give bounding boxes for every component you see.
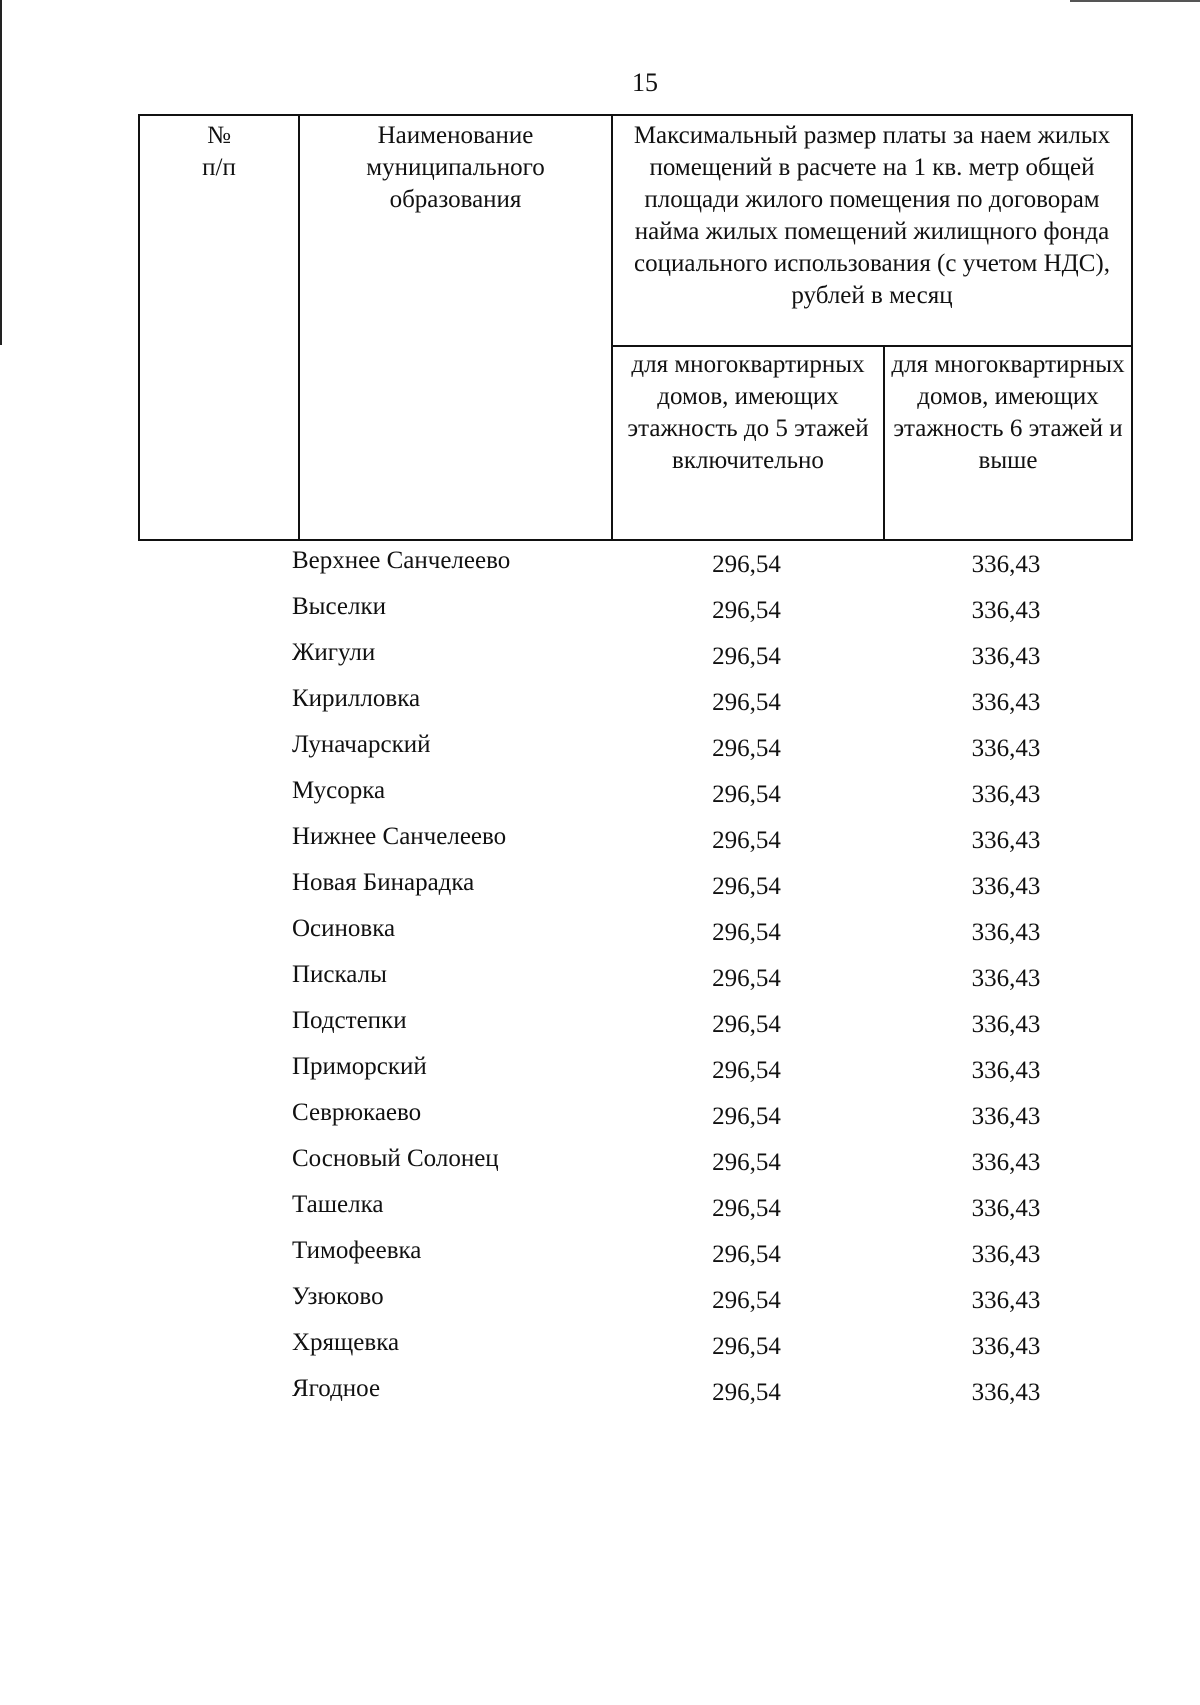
row-name: Мусорка bbox=[292, 777, 386, 804]
row-value-6-plus-floors: 336,43 bbox=[971, 1195, 1041, 1222]
row-value-up-to-5-floors: 296,54 bbox=[712, 1287, 781, 1314]
row-name: Ягодное bbox=[292, 1375, 381, 1402]
header-col-up-to-5-floors: для многоквартирных домов, имеющих этажность до 5 этажей включительно bbox=[612, 346, 884, 540]
row-value-6-plus-floors: 336,43 bbox=[971, 551, 1041, 578]
table-row bbox=[0, 777, 1200, 823]
row-name: Пискалы bbox=[292, 961, 387, 988]
row-name: Верхнее Санчелеево bbox=[292, 547, 511, 574]
row-value-up-to-5-floors: 296,54 bbox=[712, 1149, 781, 1176]
row-value-6-plus-floors: 336,43 bbox=[971, 873, 1041, 900]
header-col-6-plus-floors: для многоквартирных домов, имеющих этажность 6 этажей и выше bbox=[884, 346, 1132, 540]
table-row bbox=[0, 1329, 1200, 1375]
row-value-up-to-5-floors: 296,54 bbox=[712, 1241, 781, 1268]
row-value-up-to-5-floors: 296,54 bbox=[712, 781, 781, 808]
row-value-6-plus-floors: 336,43 bbox=[971, 965, 1041, 992]
row-name: Нижнее Санчелеево bbox=[292, 823, 507, 850]
row-name: Подстепки bbox=[292, 1007, 407, 1034]
table-header bbox=[138, 114, 1133, 541]
row-value-6-plus-floors: 336,43 bbox=[971, 1057, 1041, 1084]
row-value-6-plus-floors: 336,43 bbox=[971, 597, 1041, 624]
row-value-up-to-5-floors: 296,54 bbox=[712, 919, 781, 946]
table-row bbox=[0, 915, 1200, 961]
table-row bbox=[0, 1283, 1200, 1329]
row-value-6-plus-floors: 336,43 bbox=[971, 1103, 1041, 1130]
row-value-6-plus-floors: 336,43 bbox=[971, 689, 1041, 716]
header-number: № п/п bbox=[139, 115, 299, 540]
row-value-6-plus-floors: 336,43 bbox=[971, 781, 1041, 808]
row-name: Ташелка bbox=[292, 1191, 384, 1218]
row-name: Хрящевка bbox=[292, 1329, 400, 1356]
table-row bbox=[0, 547, 1200, 593]
row-value-up-to-5-floors: 296,54 bbox=[712, 735, 781, 762]
row-value-up-to-5-floors: 296,54 bbox=[712, 965, 781, 992]
row-value-up-to-5-floors: 296,54 bbox=[712, 873, 781, 900]
row-name: Луначарский bbox=[292, 731, 431, 758]
table-row bbox=[0, 685, 1200, 731]
row-value-6-plus-floors: 336,43 bbox=[971, 1379, 1041, 1406]
row-value-up-to-5-floors: 296,54 bbox=[712, 1195, 781, 1222]
row-value-up-to-5-floors: 296,54 bbox=[712, 1057, 781, 1084]
table-row bbox=[0, 639, 1200, 685]
row-value-6-plus-floors: 336,43 bbox=[971, 1287, 1041, 1314]
table-body bbox=[0, 547, 1200, 1421]
row-name: Севрюкаево bbox=[292, 1099, 422, 1126]
row-value-up-to-5-floors: 296,54 bbox=[712, 1103, 781, 1130]
table-row bbox=[0, 869, 1200, 915]
row-name: Жигули bbox=[292, 639, 376, 666]
table-row bbox=[0, 1191, 1200, 1237]
header-municipality: Наименование муниципального образования bbox=[299, 115, 612, 540]
table-row bbox=[0, 1145, 1200, 1191]
row-value-up-to-5-floors: 296,54 bbox=[712, 689, 781, 716]
row-name: Сосновый Солонец bbox=[292, 1145, 499, 1172]
row-value-6-plus-floors: 336,43 bbox=[971, 643, 1041, 670]
row-name: Приморский bbox=[292, 1053, 427, 1080]
table-row bbox=[0, 593, 1200, 639]
row-name: Кирилловка bbox=[292, 685, 421, 712]
page-number: 15 bbox=[632, 68, 658, 97]
table-row bbox=[0, 1237, 1200, 1283]
table-row bbox=[0, 1375, 1200, 1421]
row-value-up-to-5-floors: 296,54 bbox=[712, 1333, 781, 1360]
row-value-6-plus-floors: 336,43 bbox=[971, 1241, 1041, 1268]
row-value-6-plus-floors: 336,43 bbox=[971, 1011, 1041, 1038]
table-row bbox=[0, 731, 1200, 777]
table-row bbox=[0, 823, 1200, 869]
row-name: Осиновка bbox=[292, 915, 396, 942]
row-value-6-plus-floors: 336,43 bbox=[971, 1149, 1041, 1176]
table-row bbox=[0, 1053, 1200, 1099]
row-name: Новая Бинарадка bbox=[292, 869, 475, 896]
row-value-up-to-5-floors: 296,54 bbox=[712, 643, 781, 670]
row-name: Узюково bbox=[292, 1283, 384, 1310]
row-value-6-plus-floors: 336,43 bbox=[971, 1333, 1041, 1360]
scan-edge-line bbox=[0, 0, 2, 345]
row-value-6-plus-floors: 336,43 bbox=[971, 735, 1041, 762]
row-name: Тимофеевка bbox=[292, 1237, 422, 1264]
row-value-up-to-5-floors: 296,54 bbox=[712, 1379, 781, 1406]
table-row bbox=[0, 1099, 1200, 1145]
row-name: Выселки bbox=[292, 593, 386, 620]
row-value-6-plus-floors: 336,43 bbox=[971, 827, 1041, 854]
row-value-up-to-5-floors: 296,54 bbox=[712, 551, 781, 578]
table-row bbox=[0, 1007, 1200, 1053]
row-value-up-to-5-floors: 296,54 bbox=[712, 827, 781, 854]
scan-edge-line-top bbox=[1070, 0, 1200, 2]
table-row bbox=[0, 961, 1200, 1007]
row-value-up-to-5-floors: 296,54 bbox=[712, 1011, 781, 1038]
header-max-fee: Максимальный размер платы за наем жилых помещений в расчете на 1 кв. метр общей площади жилого помещения по договорам найма жилых помещений жилищного фонда социального использования (с учетом НДС), рублей в месяц bbox=[612, 115, 1132, 346]
row-value-up-to-5-floors: 296,54 bbox=[712, 597, 781, 624]
row-value-6-plus-floors: 336,43 bbox=[971, 919, 1041, 946]
